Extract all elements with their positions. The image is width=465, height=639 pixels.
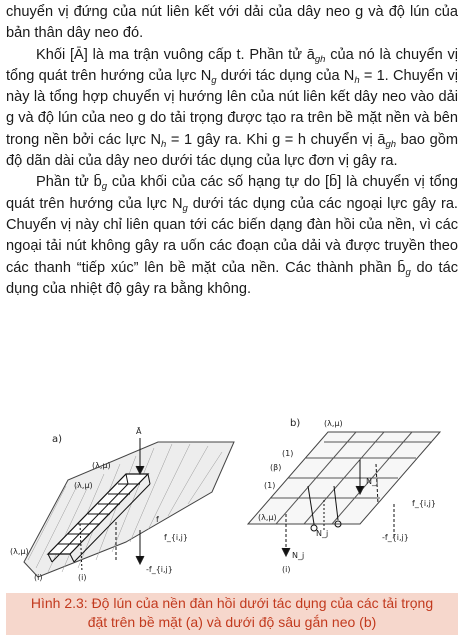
caption-line-2: đặt trên bề mặt (a) và dưới độ sâu gắn neo (b) — [87, 614, 377, 630]
panel-b-ground — [248, 432, 440, 524]
label-b-i: (i) — [282, 565, 291, 574]
label-a-i1: (i) — [34, 573, 43, 582]
label-b-nj1: N_j — [366, 477, 379, 486]
panel-a-label: a) — [52, 434, 63, 445]
label-a-fij: f_{i,j} — [164, 533, 188, 542]
figure-drawing — [8, 412, 456, 590]
label-b-1b: (1) — [264, 481, 276, 490]
label-b-nj2: N_j — [292, 551, 305, 560]
figure-caption — [6, 593, 458, 635]
figure-2-3 — [8, 412, 456, 590]
panel-a-ground — [24, 442, 234, 577]
paragraph-2: Khối [Ā] là ma trận vuông cấp t. Phần tử $ā_{gh}$ của nó là chuyển vị tổng quát trên hướng của lực $N_g$ dưới tác dụng của $N_h = 1$. Chuyển vị này là tổng hợp chuyển vị hướng lên của nút liên kết dây neo vào dải g và độ lún của neo g do tải trọng được tạo ra trên bề mặt nền và bên trong nền bởi các lực $N_h = 1$ gây ra. Khi g = h chuyển vị $ā_{gh}$ bao gồm độ dãn dài của dây neo dưới tác dụng của lực đơn vị gây ra. — [6, 46, 458, 170]
body-text — [6, 2, 458, 300]
label-b-1a: (1) — [282, 449, 294, 458]
label-b-fij: f_{i,j} — [412, 499, 436, 508]
label-b-nj3: N_j — [316, 529, 329, 538]
paragraph-3: Phần tử $b̄_g$ của khối của các số hạng tự do [b̄] là chuyển vị tổng quát trên hướng của lực $N_g$ dưới tác dụng của các ngoại lực gây ra. Chuyển vị này chỉ liên quan tới các biến dạng đàn hồi của nền, vì các ngoại tải nút không gây ra uốn các đoạn của dải và được truyền theo các thanh “tiếp xúc” lên bề mặt của nền. Các thành phần $b̄_g$ do tác dụng của nhiệt độ gây ra bằng không. — [6, 174, 458, 297]
panel-b-label: b) — [290, 418, 301, 429]
label-a-f: f — [156, 515, 159, 524]
label-a-lm1: (λ,μ) — [92, 461, 111, 470]
label-b-lm1: (λ,μ) — [324, 419, 343, 428]
label-a-lm3: (λ,μ) — [10, 547, 29, 556]
caption-line-1: Hình 2.3: Độ lún của nền đàn hồi dưới tác dụng của các tải trọng — [30, 595, 434, 611]
label-a-bar: Ā — [136, 427, 142, 436]
label-b-beta: (β) — [270, 463, 282, 472]
label-a-i2: (i) — [78, 573, 87, 582]
paragraph-1: chuyển vị đứng của nút liên kết với dải của dây neo g và độ lún của bản thân dây neo đó. — [6, 4, 458, 42]
label-a-lm2: (λ,μ) — [74, 481, 93, 490]
label-a-neg-fij: -f_{i,j} — [146, 565, 173, 574]
label-b-neg-fij: -f_{i,j} — [382, 533, 409, 542]
label-b-lm2: (λ,μ) — [258, 513, 277, 522]
